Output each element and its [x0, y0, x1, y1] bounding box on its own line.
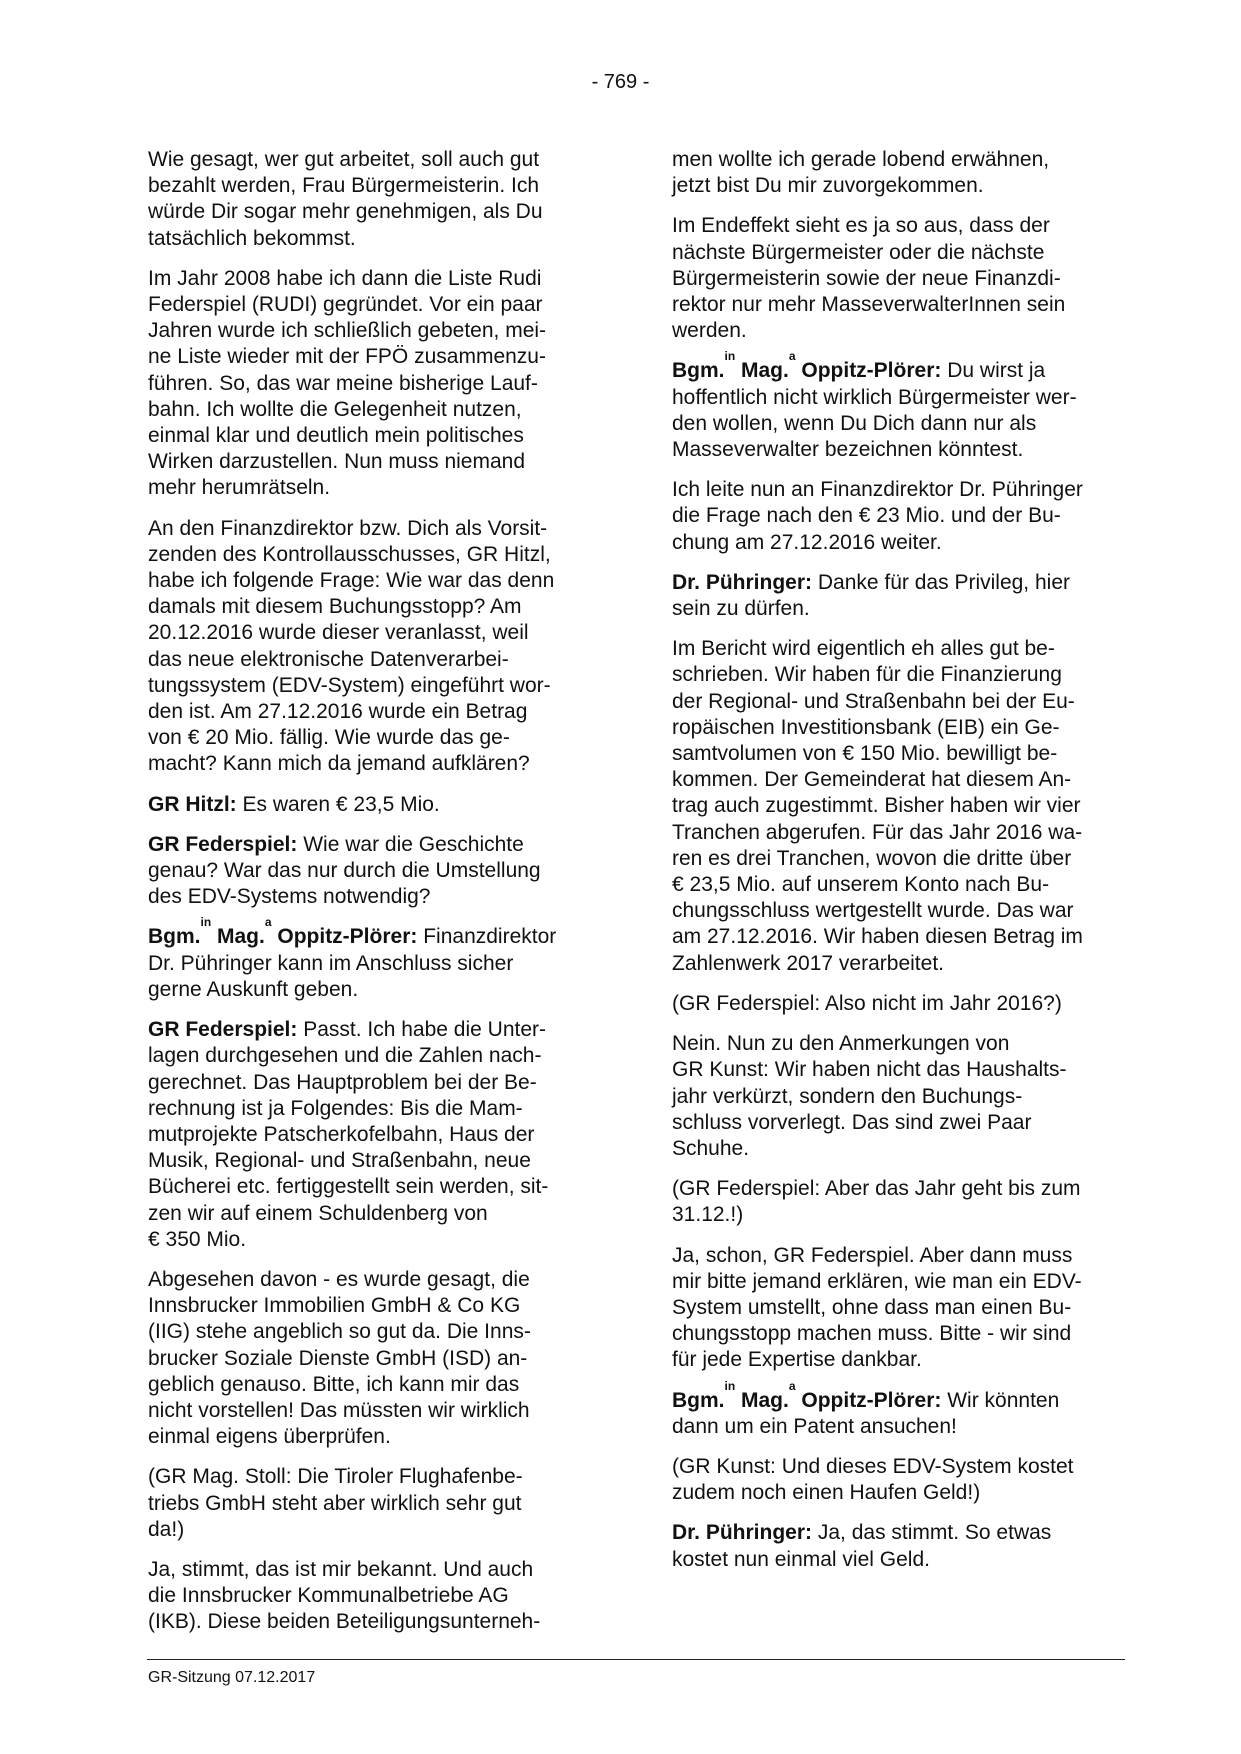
text-line: (GR Federspiel: Aber das Jahr geht bis zum	[672, 1177, 1081, 1201]
text-line: das neue elektronische Datenverarbei-	[148, 647, 509, 671]
text-line: die Innsbrucker Kommunalbetriebe AG	[148, 1584, 509, 1608]
text-line: ropäischen Investitionsbank (EIB) ein Ge-	[672, 715, 1060, 739]
text-line: ne Liste wieder mit der FPÖ zusammenzu-	[148, 345, 546, 369]
speaker-name: GR Federspiel:	[148, 832, 298, 856]
text-line: Ja, schon, GR Federspiel. Aber dann muss	[672, 1243, 1073, 1267]
text-line: ren es drei Tranchen, wovon die dritte über	[672, 846, 1072, 870]
text-line: rektor nur mehr MasseverwalterInnen sein	[672, 293, 1066, 317]
text-line: des EDV-Systems notwendig?	[148, 885, 431, 909]
text-line: Im Bericht wird eigentlich eh alles gut be-	[672, 637, 1055, 661]
paragraph	[672, 1031, 1127, 1162]
paragraph	[672, 570, 1127, 622]
superscript: a	[264, 915, 272, 930]
paragraph	[148, 1464, 603, 1543]
text-line: chungsstopp machen muss. Bitte - wir sind	[672, 1322, 1072, 1346]
text-line: Finanzdirektor	[423, 925, 557, 949]
superscript: a	[788, 349, 796, 364]
text-line: tatsächlich bekommst.	[148, 226, 356, 250]
superscript: in	[724, 1378, 736, 1393]
text-line: Wirken darzustellen. Nun muss niemand	[148, 450, 525, 474]
right-column	[672, 147, 1127, 1587]
paragraph	[672, 1243, 1127, 1374]
text-line: Du wirst ja	[947, 359, 1046, 383]
speaker-name: Bgm.$^{in}$ Mag.$^a$ Oppitz-Plörer:	[672, 1378, 942, 1412]
footer-divider	[147, 1659, 1125, 1660]
text-line: hoffentlich nicht wirklich Bürgermeister wer-	[672, 385, 1077, 409]
text-line: Ich leite nun an Finanzdirektor Dr. Pühringer	[672, 478, 1083, 502]
page-number: - 769 -	[591, 71, 650, 93]
text-line: bezahlt werden, Frau Bürgermeisterin. Ich	[148, 174, 540, 198]
text-line: Wir könnten	[947, 1388, 1060, 1412]
text-line: einmal klar und deutlich mein politisches	[148, 424, 524, 448]
text-line: kommen. Der Gemeinderat hat diesem An-	[672, 768, 1072, 792]
text-line: mir bitte jemand erklären, wie man ein EDV-	[672, 1269, 1082, 1293]
text-line: einmal eigens überprüfen.	[148, 1425, 391, 1449]
speaker-name: Dr. Pühringer:	[672, 570, 813, 594]
text-line: mehr herumrätseln.	[148, 476, 331, 500]
text-line: (GR Federspiel: Also nicht im Jahr 2016?)	[672, 991, 1062, 1015]
text-line: An den Finanzdirektor bzw. Dich als Vorsit-	[148, 516, 548, 540]
paragraph	[672, 1176, 1127, 1228]
text-line: macht? Kann mich da jemand aufklären?	[148, 752, 530, 776]
text-line: würde Dir sogar mehr genehmigen, als Du	[148, 200, 543, 224]
paragraph	[672, 213, 1127, 344]
text-line: 20.12.2016 wurde dieser veranlasst, weil	[148, 621, 529, 645]
text-line: von € 20 Mio. fällig. Wie wurde das ge-	[148, 726, 510, 750]
speaker-name: Bgm.$^{in}$ Mag.$^a$ Oppitz-Plörer:	[148, 915, 418, 949]
text-line: Nein. Nun zu den Anmerkungen von	[672, 1032, 1010, 1056]
text-line: Federspiel (RUDI) gegründet. Vor ein paar	[148, 293, 543, 317]
text-line: samtvolumen von € 150 Mio. bewilligt be-	[672, 742, 1058, 766]
text-line: trag auch zugestimmt. Bisher haben wir vier	[672, 794, 1081, 818]
text-line: kostet nun einmal viel Geld.	[672, 1547, 930, 1571]
text-line: Jahren wurde ich schließlich gebeten, mei-	[148, 319, 547, 343]
speaker-name: Bgm.$^{in}$ Mag.$^a$ Oppitz-Plörer:	[672, 349, 942, 383]
text-line: lagen durchgesehen und die Zahlen nach-	[148, 1044, 542, 1068]
speaker-name: GR Hitzl:	[148, 792, 237, 816]
text-line: (IKB). Diese beiden Beteiligungsunterneh-	[148, 1610, 541, 1634]
paragraph	[148, 1557, 603, 1636]
text-line: Musik, Regional- und Straßenbahn, neue	[148, 1149, 531, 1173]
text-line: € 23,5 Mio. auf unserem Konto nach Bu-	[672, 873, 1050, 897]
speaker-name: Dr. Pühringer:	[672, 1521, 813, 1545]
text-line: für jede Expertise dankbar.	[672, 1348, 922, 1372]
text-line: schrieben. Wir haben für die Finanzierung	[672, 663, 1062, 687]
text-line: die Frage nach den € 23 Mio. und der Bu-	[672, 504, 1061, 528]
paragraph	[148, 915, 603, 1003]
text-line: Ja, das stimmt. So etwas	[817, 1521, 1052, 1545]
text-line: werden.	[672, 319, 747, 343]
text-line: den ist. Am 27.12.2016 wurde ein Betrag	[148, 700, 528, 724]
text-line: bahn. Ich wollte die Gelegenheit nutzen,	[148, 397, 522, 421]
text-line: führen. So, das war meine bisherige Lauf-	[148, 371, 538, 395]
text-line: Es waren € 23,5 Mio.	[242, 792, 440, 816]
paragraph	[672, 147, 1127, 199]
text-line: damals mit diesem Buchungsstopp? Am	[148, 595, 522, 619]
text-line: System umstellt, ohne dass man einen Bu-	[672, 1295, 1072, 1319]
paragraph	[148, 1267, 603, 1450]
paragraph	[672, 1454, 1127, 1506]
text-line: Innsbrucker Immobilien GmbH & Co KG	[148, 1294, 521, 1318]
text-line: am 27.12.2016. Wir haben diesen Betrag im	[672, 925, 1083, 949]
paragraph	[148, 792, 603, 818]
text-line: mutprojekte Patscherkofelbahn, Haus der	[148, 1122, 535, 1146]
text-line: Ja, stimmt, das ist mir bekannt. Und auch	[148, 1557, 534, 1581]
superscript: in	[724, 349, 736, 364]
text-line: Wie gesagt, wer gut arbeitet, soll auch gut	[148, 148, 540, 171]
text-line: Im Endeffekt sieht es ja so aus, dass der	[672, 214, 1050, 238]
text-line: da!)	[148, 1517, 185, 1541]
left-column	[148, 147, 603, 1650]
text-line: Tranchen abgerufen. Für das Jahr 2016 wa-	[672, 820, 1083, 844]
text-line: der Regional- und Straßenbahn bei der Eu-	[672, 689, 1075, 713]
text-line: habe ich folgende Frage: Wie war das denn	[148, 569, 555, 593]
text-line: GR Kunst: Wir haben nicht das Haushalts-	[672, 1058, 1067, 1082]
text-line: zen wir auf einem Schuldenberg von	[148, 1201, 488, 1225]
text-line: nicht vorstellen! Das müssten wir wirklich	[148, 1398, 530, 1422]
text-line: zenden des Kontrollausschusses, GR Hitzl,	[148, 542, 551, 566]
text-line: sein zu dürfen.	[672, 597, 810, 621]
text-line: dann um ein Patent ansuchen!	[672, 1414, 957, 1438]
text-line: Schuhe.	[672, 1136, 750, 1160]
footer-text: GR-Sitzung 07.12.2017	[148, 1669, 316, 1686]
text-line: Danke für das Privileg, hier	[817, 570, 1070, 594]
text-line: Passt. Ich habe die Unter-	[303, 1018, 547, 1042]
text-line: Dr. Pühringer kann im Anschluss sicher	[148, 951, 514, 975]
text-line: € 350 Mio.	[148, 1227, 247, 1251]
text-line: (GR Mag. Stoll: Die Tiroler Flughafenbe-	[148, 1465, 523, 1489]
text-line: men wollte ich gerade lobend erwähnen,	[672, 148, 1050, 171]
text-line: Zahlenwerk 2017 verarbeitet.	[672, 951, 944, 975]
text-line: Abgesehen davon - es wurde gesagt, die	[148, 1267, 530, 1291]
text-line: nächste Bürgermeister oder die nächste	[672, 240, 1045, 264]
text-line: jetzt bist Du mir zuvorgekommen.	[672, 174, 984, 198]
paragraph	[672, 349, 1127, 463]
paragraph	[672, 1378, 1127, 1440]
text-line: genau? War das nur durch die Umstellung	[148, 859, 541, 883]
text-line: geblich genauso. Bitte, ich kann mir das	[148, 1372, 520, 1396]
paragraph	[672, 991, 1127, 1017]
text-line: schluss vorverlegt. Das sind zwei Paar	[672, 1110, 1032, 1134]
text-line: Bürgermeisterin sowie der neue Finanzdi-	[672, 266, 1061, 290]
text-line: den wollen, wenn Du Dich dann nur als	[672, 411, 1037, 435]
paragraph	[672, 477, 1127, 556]
paragraph	[672, 636, 1127, 977]
text-line: chungsschluss wertgestellt wurde. Das war	[672, 899, 1074, 923]
superscript: in	[200, 915, 212, 930]
paragraph	[148, 516, 603, 778]
text-line: zudem noch einen Haufen Geld!)	[672, 1481, 981, 1505]
text-line: 31.12.!)	[672, 1203, 744, 1227]
paragraph	[148, 266, 603, 502]
paragraph	[148, 1017, 603, 1253]
text-line: jahr verkürzt, sondern den Buchungs-	[672, 1084, 1023, 1108]
paragraph	[148, 147, 603, 252]
text-line: brucker Soziale Dienste GmbH (ISD) an-	[148, 1346, 528, 1370]
text-line: gerne Auskunft geben.	[148, 977, 359, 1001]
text-line: (IIG) stehe angeblich so gut da. Die Inns-	[148, 1320, 531, 1344]
text-line: Wie war die Geschichte	[303, 832, 524, 856]
text-line: Bücherei etc. fertiggestellt sein werden, sit-	[148, 1175, 549, 1199]
text-line: Masseverwalter bezeichnen könntest.	[672, 438, 1024, 462]
text-line: triebs GmbH steht aber wirklich sehr gut	[148, 1491, 522, 1515]
text-line: Im Jahr 2008 habe ich dann die Liste Rudi	[148, 266, 542, 290]
text-line: (GR Kunst: Und dieses EDV-System kostet	[672, 1454, 1074, 1478]
paragraph	[672, 1520, 1127, 1572]
text-line: tungssystem (EDV-System) eingeführt wor-	[148, 673, 551, 697]
text-line: chung am 27.12.2016 weiter.	[672, 530, 942, 554]
text-line: gerechnet. Das Hauptproblem bei der Be-	[148, 1070, 537, 1094]
superscript: a	[788, 1378, 796, 1393]
speaker-name: GR Federspiel:	[148, 1018, 298, 1042]
paragraph	[148, 832, 603, 911]
text-line: rechnung ist ja Folgendes: Bis die Mam-	[148, 1096, 523, 1120]
